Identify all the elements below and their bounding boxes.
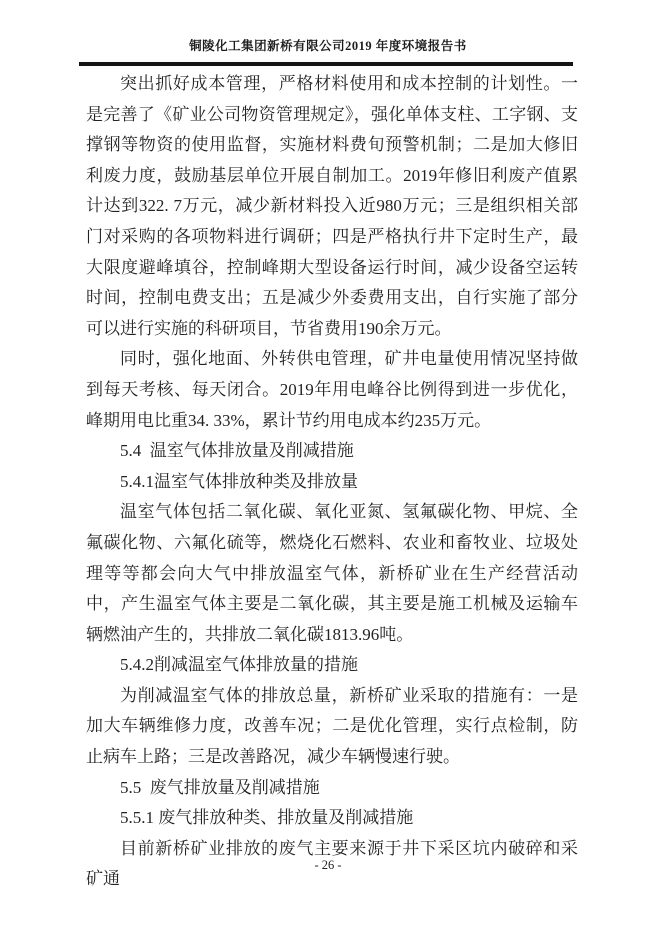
paragraph-power-management: 同时，强化地面、外转供电管理，矿井电量使用情况坚持做到每天考核、每天闭合。2019年用电峰谷比例得到进一步优化，峰期用电比重34. 33%，累计节约用电成本约235万元。 bbox=[86, 349, 578, 430]
section-heading-5-5-1: 5.5.1 废气排放种类、排放量及削减措施 bbox=[120, 808, 414, 828]
section-heading-5-4-2: 5.4.2削减温室气体排放量的措施 bbox=[120, 655, 358, 675]
paragraph-waste-gas-source: 目前新桥矿业排放的废气主要来源于井下采区坑内破碎和采矿通 bbox=[86, 838, 578, 889]
paragraph-cost-management: 突出抓好成本管理，严格材料使用和成本控制的计划性。一是完善了《矿业公司物资管理规定》，强化单体支柱、工字钢、支撑钢等物资的使用监督，实施材料费旬预警机制；二是加大修旧利废力度，鼓励基层单位开展自制加工。2019年修旧利废产值累计达到322. 7万元，减少新材料投入近980万元；三是组织相关部门对采购的各项物料进行调研；四是严格执行井下定时生产，最大限度避峰填谷，控制峰期大型设备运行时间，减少设备空运转时间，控制电费支出；五是减少外委费用支出，自行实施了部分可以进行实施的科研项目，节省费用190余万元。 bbox=[86, 74, 578, 338]
page-number: - 26 - bbox=[314, 858, 342, 872]
document-body bbox=[86, 69, 578, 895]
paragraph-reduction-measures: 为削减温室气体的排放总量，新桥矿业采取的措施有：一是加大车辆维修力度，改善车况；二是优化管理，实行点检制，防止病车上路；三是改善路况，减少车辆慢速行驶。 bbox=[86, 685, 578, 767]
header-divider-rule bbox=[79, 62, 573, 66]
report-header-title: 铜陵化工集团新桥有限公司2019 年度环境报告书 bbox=[189, 39, 467, 53]
section-heading-5-4: 5.4 温室气体排放量及削减措施 bbox=[120, 441, 354, 461]
paragraph-greenhouse-gas-types: 温室气体包括二氧化碳、氧化亚氮、氢氟碳化物、甲烷、全氟碳化物、六氟化硫等，燃烧化石燃料、农业和畜牧业、垃圾处理等等都会向大气中排放温室气体，新桥矿业在生产经营活动中，产生温室气体主要是二氧化碳，其主要是施工机械及运输车辆燃油产生的，共排放二氧化碳1813.96吨。 bbox=[86, 502, 578, 644]
section-heading-5-5: 5.5 废气排放量及削减措施 bbox=[120, 777, 320, 797]
section-heading-5-4-1: 5.4.1温室气体排放种类及排放量 bbox=[120, 471, 358, 491]
